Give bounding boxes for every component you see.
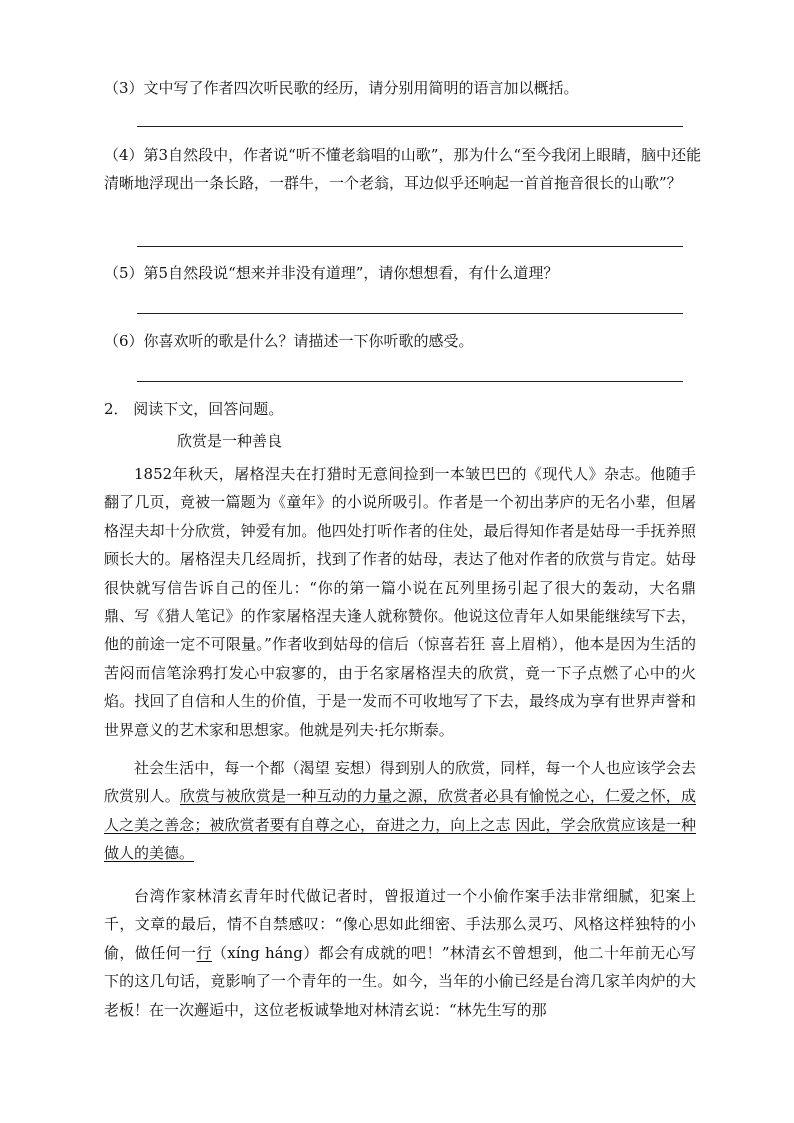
answer-line-5[interactable] [137,313,683,314]
answer-line-4[interactable] [137,246,683,247]
paragraph-3-text: 台湾作家林清玄青年时代做记者时，曾报道过一个小偷作案手法非常细腻，犯案上千，文章的最后，情不自禁感叹：“像心思如此细密、手法那么灵巧、风格这样独特的小偷，做任何一 [104,887,696,962]
question-4: （4）第3自然段中，作者说“听不懂老翁唱的山歌”，那为什么“至今我闭上眼睛，脑中还能清晰地浮现出一条长路，一群牛，一个老翁，耳边似乎还响起一首首拖音很长的山歌”？ [104,146,702,192]
paragraph-2-text: 社会生活中，每一个都（渴望 妄想）得到别人的欣赏，同样，每一个人也应该学会去欣赏别人。 [104,759,696,806]
question-5: （5）第5自然段说“想来并非没有道理”，请你想想看，有什么道理？ [104,264,559,282]
underlined-passage: 欣赏与被欣赏是一种互动的力量之源，欣赏者必具有愉悦之心，仁爱之怀，成人之美之善念；被欣赏者要有自尊之心，奋进之力，向上之志 因此，学会欣赏应该是一种做人的美德。 [104,787,696,863]
article-title: 欣赏是一种善良 [177,432,283,450]
paragraph-3-text-cont: （xíng háng）都会有成就的吧！”林清玄不曾想到，他二十年前无心写下的这几句话，竟影响了一个青年的一生。如今，当年的小偷已经是台湾几家羊肉炉的大老板！在一次邂逅中，这位老板诚挚地对林清玄说：“林先生写的那 [104,943,696,1019]
question-3: （3）文中写了作者四次听民歌的经历，请分别用简明的语言加以概括。 [104,79,579,97]
article-paragraph-1: 1852年秋天，屠格涅夫在打猎时无意间捡到一本皱巴巴的《现代人》杂志。他随手翻了几页，竟被一篇题为《童年》的小说所吸引。作者是一个初出茅庐的无名小辈，但屠格涅夫却十分欣赏，钟爱有加。他四处打听作者的住处，最后得知作者是姑母一手抚养照顾长大的。屠格涅夫几经周折，找到了作者的姑母，表达了他对作者的欣赏与肯定。姑母很快就写信告诉自己的侄儿：“你的第一篇小说在瓦列里扬引起了很大的轰动，大名鼎鼎、写《猎人笔记》的作家屠格涅夫逢人就称赞你。他说这位青年人如果能继续写下去，他的前途一定不可限量。”作者收到姑母的信后（惊喜若狂 喜上眉梢），他本是因为生活的苦闷而信笔涂鸦打发心中寂寥的，由于名家屠格涅夫的欣赏，竟一下子点燃了心中的火焰。找回了自信和人生的价值，于是一发而不可收地写了下去，最终成为享有世界声誉和世界意义的艺术家和思想家。他就是列夫·托尔斯泰。 [104,465,696,739]
answer-line-6[interactable] [137,381,683,382]
section-2-heading: 2． 阅读下文，回答问题。 [104,400,284,418]
article-paragraph-3 [104,882,696,1024]
answer-line-3[interactable] [137,126,683,127]
question-6: （6）你喜欢听的歌是什么？请描述一下你听歌的感受。 [104,332,474,350]
underlined-char: 行 [196,943,212,962]
article-paragraph-2 [104,754,696,868]
